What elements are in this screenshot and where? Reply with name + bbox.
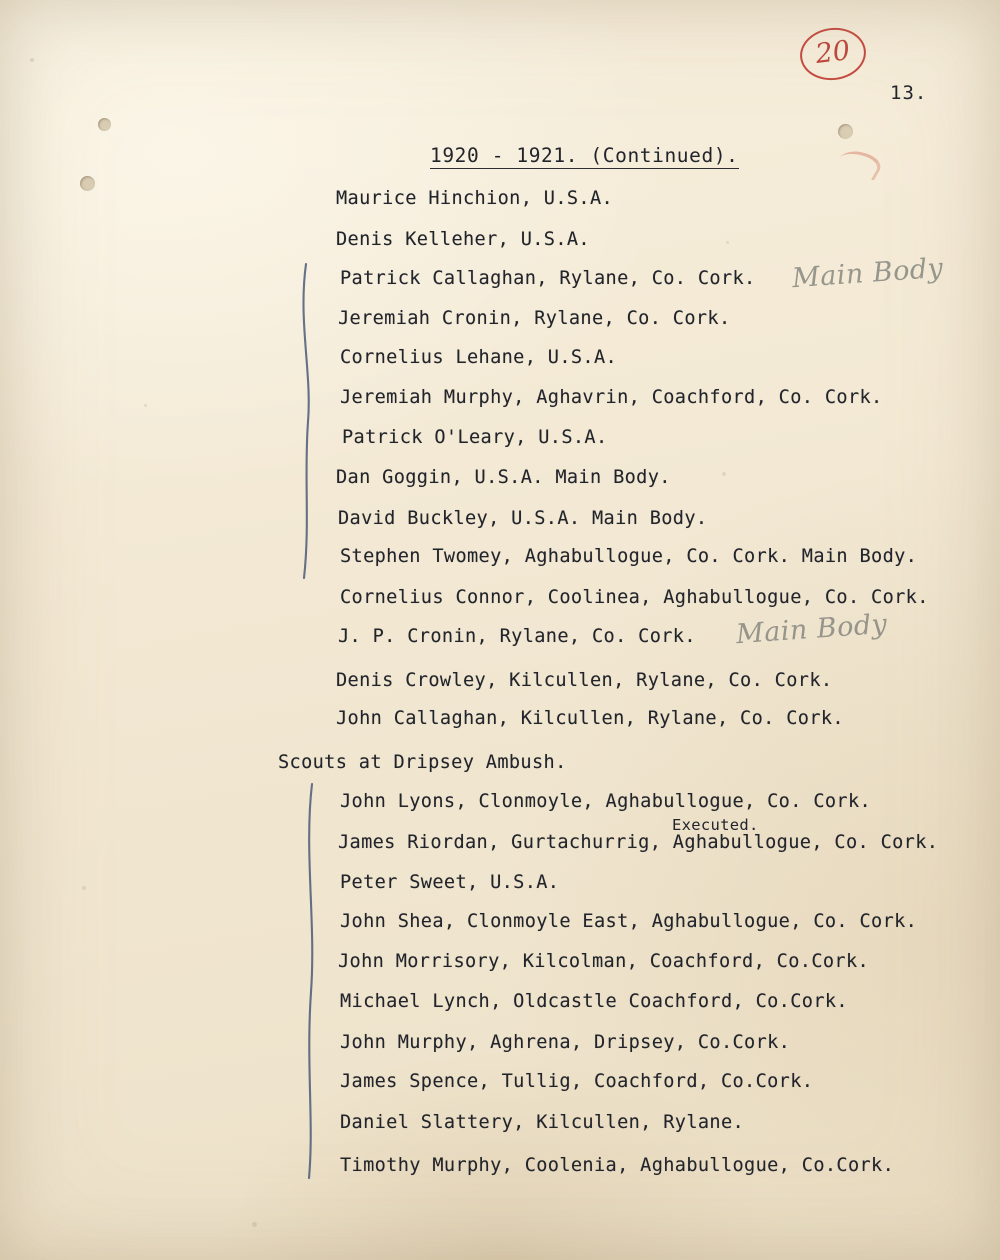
entry-line: John Lyons, Clonmoyle, Aghabullogue, Co. Cork. [340,791,872,812]
entry-line: Jeremiah Cronin, Rylane, Co. Cork. [338,308,731,329]
entry-line: Michael Lynch, Oldcastle Coachford, Co.Cork. [340,991,848,1012]
punch-hole-top-right [838,124,853,139]
entry-line: Cornelius Connor, Coolinea, Aghabullogue, Co. Cork. [340,587,929,608]
page-title [430,144,739,167]
pencil-annotation-2: Main Body [735,608,889,651]
entry-line: Jeremiah Murphy, Aghavrin, Coachford, Co. Cork. [340,387,883,408]
entry-line: Maurice Hinchion, U.S.A. [336,188,614,209]
entry-line: James Riordan, Gurtachurrig, Aghabullogue, Co. Cork. [338,832,939,853]
entry-line: J. P. Cronin, Rylane, Co. Cork. [338,626,696,647]
entry-line: David Buckley, U.S.A. Main Body. [338,508,708,529]
entry-line: James Spence, Tullig, Coachford, Co.Cork. [340,1071,814,1092]
paper-speck [82,886,86,890]
entry-line: Peter Sweet, U.S.A. [340,872,560,893]
punch-hole-left [80,176,95,191]
section-heading: Scouts at Dripsey Ambush. [278,752,567,773]
punch-hole-top-left [98,118,111,131]
pencil-annotation-1: Main Body [791,252,945,295]
entry-line: John Shea, Clonmoyle East, Aghabullogue, Co. Cork. [340,911,918,932]
entry-line: Daniel Slattery, Kilcullen, Rylane. [340,1112,745,1133]
entry-line: Cornelius Lehane, U.S.A. [340,347,618,368]
page-stamp-number: 20 [797,24,869,84]
executed-note: Executed. [672,816,759,834]
entry-line: Denis Crowley, Kilcullen, Rylane, Co. Cork. [336,670,833,691]
red-pencil-mark [832,149,887,181]
entry-line: Dan Goggin, U.S.A. Main Body. [336,467,671,488]
ink-bracket-lower [300,782,330,1182]
paper-speck [30,58,34,62]
entry-line: Denis Kelleher, U.S.A. [336,229,590,250]
entry-line: Timothy Murphy, Coolenia, Aghabullogue, Co.Cork. [340,1155,895,1176]
entry-line: Patrick O'Leary, U.S.A. [342,427,608,448]
paper-speck [722,472,726,476]
folio-number: 13. [890,82,928,104]
ink-bracket-upper [296,262,326,582]
entry-line: John Morrisory, Kilcolman, Coachford, Co.Cork. [338,951,870,972]
paper-speck [726,241,729,244]
paper-speck [144,404,147,407]
page-title-text: 1920 - 1921. (Continued). [430,144,739,167]
entry-line: John Murphy, Aghrena, Dripsey, Co.Cork. [340,1032,791,1053]
entry-line: Patrick Callaghan, Rylane, Co. Cork. [340,268,756,289]
entry-line: Stephen Twomey, Aghabullogue, Co. Cork. Main Body. [340,546,918,567]
entry-line: John Callaghan, Kilcullen, Rylane, Co. Cork. [336,708,844,729]
paper-speck [252,1222,257,1227]
